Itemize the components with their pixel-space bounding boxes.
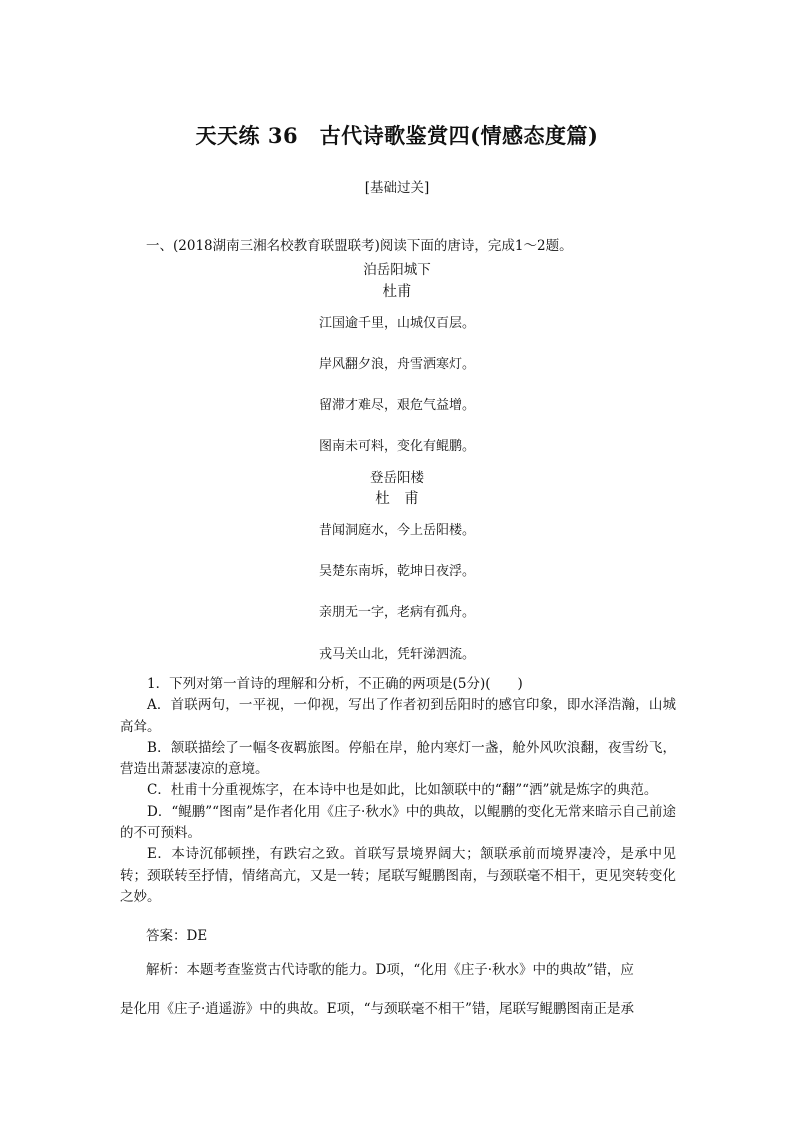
poem-line: 吴楚东南坼，乾坤日夜浮。	[318, 564, 475, 579]
question-block	[120, 674, 676, 908]
option-b: B．颔联描绘了一幅冬夜羁旅图。停船在岸，舱内寒灯一盏，舱外风吹浪翻，夜雪纷飞，营造出萧瑟凄凉的意境。	[120, 739, 676, 778]
poem-line: 留滞才难尽，艰危气益增。	[318, 398, 475, 413]
section-label: [基础过关]	[364, 180, 430, 196]
answer-text: 答案：DE	[146, 928, 208, 944]
option-a: A．首联两句，一平视，一仰视，写出了作者初到岳阳时的感官印象，即水泽浩瀚，山城高耸。	[120, 697, 676, 735]
option-e: E．本诗沉郁顿挫，有跌宕之致。首联写景境界阔大；颔联承前而境界凄冷，是承中见转；颈联转至抒情，情绪高亢，又是一转；尾联写鲲鹏图南，与颈联毫不相干，更见突转变化之妙。	[120, 846, 676, 905]
poem-line: 昔闻洞庭水，今上岳阳楼。	[318, 523, 475, 538]
poem-line: 戎马关山北，凭轩涕泗流。	[318, 647, 475, 662]
poem-title: 泊岳阳城下	[363, 262, 431, 278]
poem-line: 江国逾千里，山城仅百层。	[318, 316, 475, 331]
option-c: C．杜甫十分重视炼字，在本诗中也是如此，比如颔联中的“翻”“洒”就是炼字的典范。	[147, 782, 658, 799]
analysis-line: 是化用《庄子·逍遥游》中的典故。E项，“与颈联毫不相干”错，尾联写鲲鹏图南正是承	[120, 1001, 634, 1017]
poem-author: 杜甫	[382, 284, 412, 300]
question-stem: 1．下列对第一首诗的理解和分析，不正确的两项是(5分)( )	[147, 676, 523, 692]
poem-line: 图南未可料，变化有鲲鹏。	[318, 439, 475, 454]
poem-line: 亲朋无一字，老病有孤舟。	[318, 605, 475, 620]
analysis-line: 解析：本题考查鉴赏古代诗歌的能力。D项，“化用《庄子·秋水》中的典故”错，应	[146, 962, 634, 978]
page-title: 天天练 36 古代诗歌鉴赏四(情感态度篇)	[195, 123, 599, 148]
poem-title: 登岳阳楼	[370, 470, 424, 486]
poem-author: 杜 甫	[375, 491, 419, 507]
option-d: D．“鲲鹏”“图南”是作者化用《庄子·秋水》中的典故，以鲲鹏的变化无常来暗示自己前途的不可预料。	[120, 803, 676, 842]
poem-line: 岸风翻夕浪，舟雪洒寒灯。	[318, 357, 475, 372]
question-intro: 一、(2018湖南三湘名校教育联盟联考)阅读下面的唐诗，完成1～2题。	[146, 238, 573, 254]
